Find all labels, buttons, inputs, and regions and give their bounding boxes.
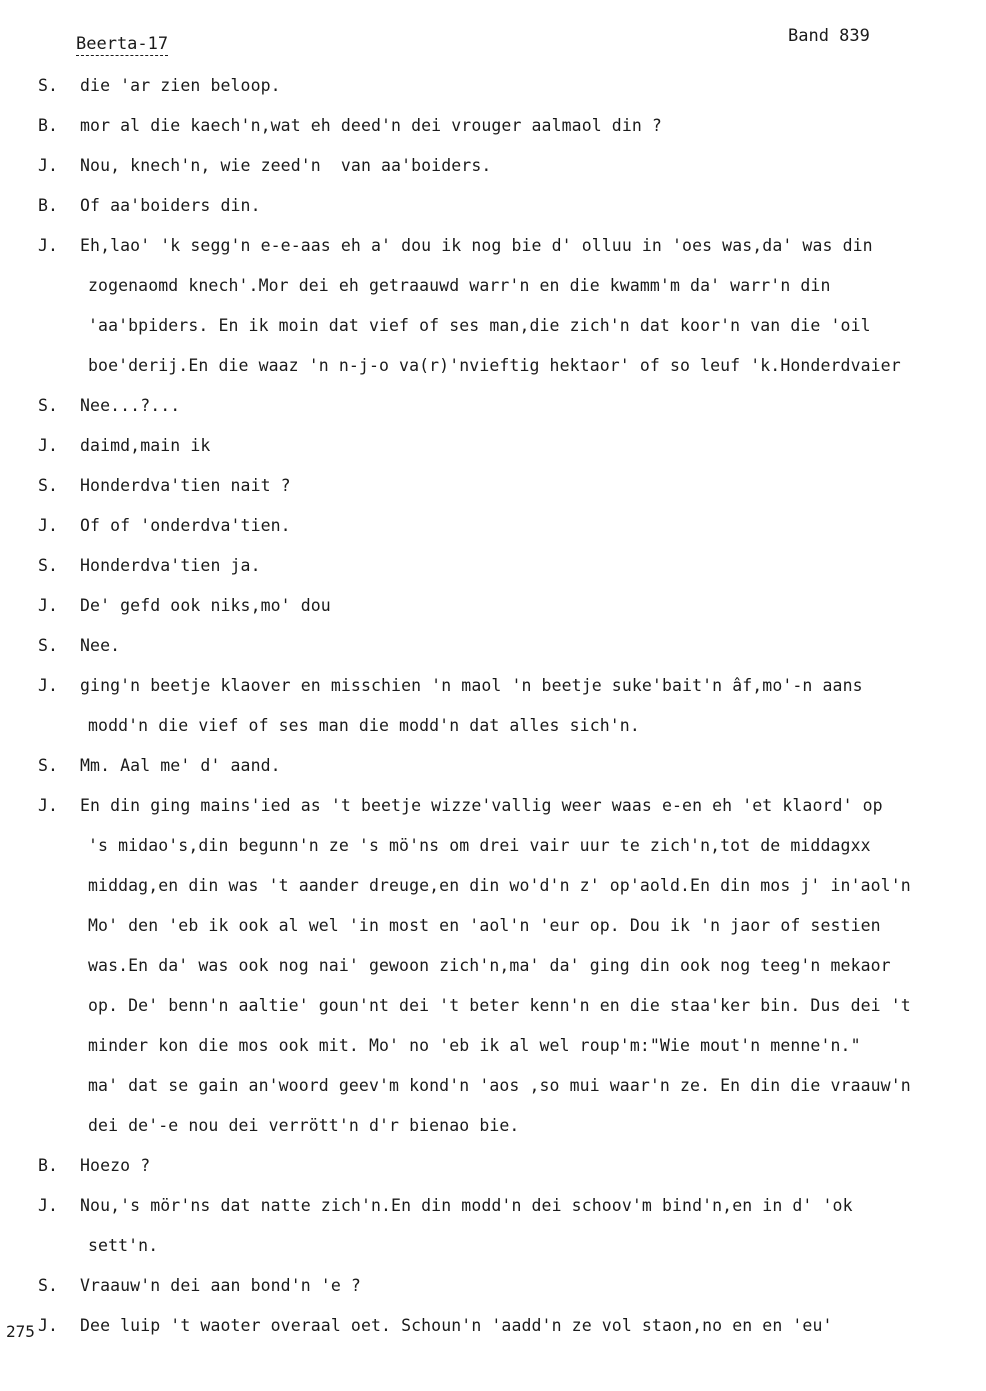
speaker-label: S. [38,756,59,775]
utterance-text: daimd,main ik [80,436,211,455]
utterance-text: Nou,'s mör'ns dat natte zich'n.En din modd'n dei schoov'm bind'n,en in d' 'ok [80,1196,853,1215]
utterance-text: minder kon die mos ook mit. Mo' no 'eb ik al wel roup'm:"Wie mout'n menne'n." [88,1036,861,1055]
utterance-text: Of aa'boiders din. [80,196,261,215]
speaker-label: J. [38,236,59,255]
utterance-text: Of of 'onderdva'tien. [80,516,291,535]
utterance-text: Nee. [80,636,121,655]
speaker-label: S. [38,76,59,95]
utterance-text: Honderdva'tien nait ? [80,476,291,495]
utterance-text: mor al die kaech'n,wat eh deed'n dei vrouger aalmaol din ? [80,116,662,135]
speaker-label: S. [38,396,59,415]
page-number: 275 [6,1322,35,1341]
utterance-text: Dee luip 't waoter overaal oet. Schoun'n 'aadd'n ze vol staon,no en en 'eu' [80,1316,833,1335]
speaker-label: J. [38,516,59,535]
speaker-label: J. [38,436,59,455]
speaker-label: S. [38,556,59,575]
utterance-text: De' gefd ook niks,mo' dou [80,596,331,615]
utterance-text: boe'derij.En die waaz 'n n-j-o va(r)'nvieftig hektaor' of so leuf 'k.Honderdvaier [88,356,901,375]
utterance-text: op. De' benn'n aaltie' goun'nt dei 't beter kenn'n en die staa'ker bin. Dus dei 't [88,996,911,1015]
speaker-label: J. [38,156,59,175]
utterance-text: Nou, knech'n, wie zeed'n van aa'boiders. [80,156,492,175]
speaker-label: B. [38,196,59,215]
utterance-text: Hoezo ? [80,1156,151,1175]
utterance-text: Nee...?... [80,396,181,415]
tape-number: Band 839 [788,26,870,46]
speaker-label: J. [38,1316,59,1335]
utterance-text: zogenaomd knech'.Mor dei eh getraauwd warr'n en die kwamm'm da' warr'n din [88,276,831,295]
utterance-text: Mm. Aal me' d' aand. [80,756,281,775]
speaker-label: B. [38,116,59,135]
utterance-text: Eh,lao' 'k segg'n e-e-aas eh a' dou ik nog bie d' olluu in 'oes was,da' was din [80,236,873,255]
utterance-text: sett'n. [88,1236,159,1255]
utterance-text: Honderdva'tien ja. [80,556,261,575]
utterance-text: die 'ar zien beloop. [80,76,281,95]
utterance-text: 's midao's,din begunn'n ze 's mö'ns om drei vair uur te zich'n,tot de middagxx [88,836,871,855]
speaker-label: B. [38,1156,59,1175]
speaker-label: J. [38,596,59,615]
utterance-text: dei de'-e nou dei verrött'n d'r bienao bie. [88,1116,520,1135]
document-title: Beerta-17 [76,34,169,54]
utterance-text: ging'n beetje klaover en misschien 'n maol 'n beetje suke'bait'n âf,mo'-n aans [80,676,863,695]
speaker-label: J. [38,1196,59,1215]
utterance-text: modd'n die vief of ses man die modd'n dat alles sich'n. [88,716,640,735]
utterance-text: Vraauw'n dei aan bond'n 'e ? [80,1276,361,1295]
utterance-text: middag,en din was 't aander dreuge,en din wo'd'n z' op'aold.En din mos j' in'aol'n [88,876,911,895]
speaker-label: S. [38,636,59,655]
speaker-label: S. [38,1276,59,1295]
utterance-text: ma' dat se gain an'woord geev'm kond'n 'aos ,so mui waar'n ze. En din die vraauw'n [88,1076,911,1095]
utterance-text: 'aa'bpiders. En ik moin dat vief of ses man,die zich'n dat koor'n van die 'oil [88,316,871,335]
speaker-label: J. [38,676,59,695]
speaker-label: S. [38,476,59,495]
utterance-text: was.En da' was ook nog nai' gewoon zich'n,ma' da' ging din ook nog teeg'n mekaor [88,956,891,975]
utterance-text: Mo' den 'eb ik ook al wel 'in most en 'aol'n 'eur op. Dou ik 'n jaor of sestien [88,916,881,935]
speaker-label: J. [38,796,59,815]
utterance-text: En din ging mains'ied as 't beetje wizze'vallig weer waas e-en eh 'et klaord' op [80,796,883,815]
